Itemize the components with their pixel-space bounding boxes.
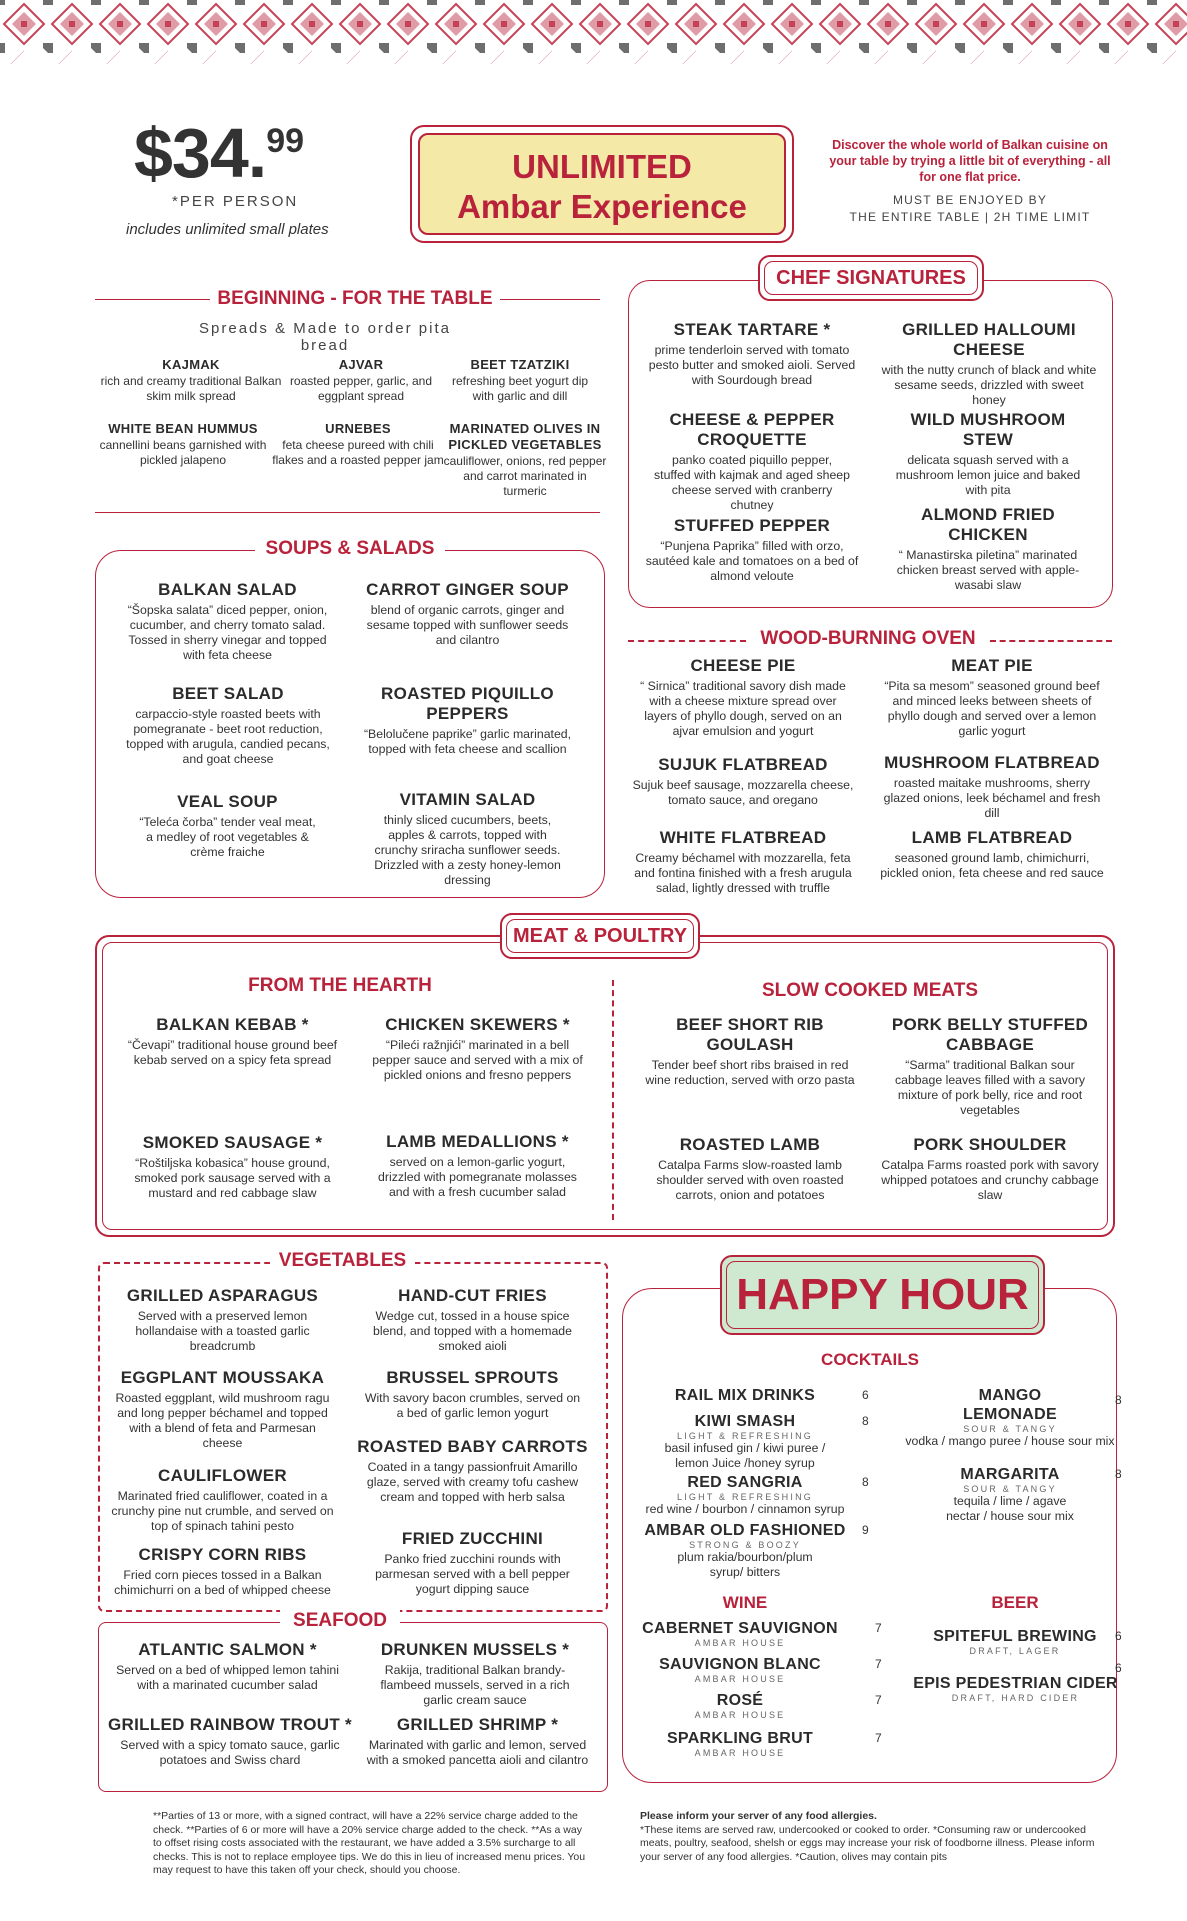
section-title-vegetables: VEGETABLES — [278, 1250, 407, 1271]
subsection-title-beer: BEER — [991, 1593, 1039, 1612]
subsection-title-wine: WINE — [722, 1593, 768, 1612]
price-cents: 99 — [266, 122, 305, 160]
item-name: ROASTED PIQUILLO PEPPERS — [381, 684, 554, 723]
menu-item — [370, 1132, 585, 1200]
drink-item — [650, 1386, 840, 1405]
drink-tag: LIGHT & REFRESHING — [677, 1431, 813, 1441]
item-desc: “Teleća čorba” tender veal meat, a medley of root vegetables & crème fraiche — [139, 815, 316, 859]
item-desc: seasoned ground lamb, chimichurri, pickled onion, feta cheese and red sauce — [880, 851, 1104, 880]
divider — [990, 640, 1112, 642]
price — [134, 114, 305, 192]
item-desc: Creamy béchamel with mozzarella, feta and fontina finished with a fresh arugula salad, lightly dressed with truffle — [634, 851, 852, 895]
wine-price: 7 — [875, 1621, 882, 1635]
wine-price: 7 — [875, 1693, 882, 1707]
footer-service-note: **Parties of 13 or more, with a signed contract, will have a 22% service charge added to the check. **Parties of 6 or more will have a 20% service charge added to the check. **As a way to offset rising costs associated with the restaurant, we have added a 3.5% surcharge to all checks. This is not to replace employee tips. We do this in lieu of increased menu prices. You may request to have this taken off your check, should you choose. — [153, 1810, 586, 1876]
item-desc: panko coated piquillo pepper, stuffed with kajmak and aged sheep cheese served with cranberry chutney — [654, 453, 850, 512]
beer-price: 6 — [1115, 1629, 1122, 1643]
section-title-happy-hour: HAPPY HOUR — [726, 1261, 1039, 1329]
table-requirement — [840, 192, 1100, 226]
item-desc: refreshing beet yogurt dip with garlic and dill — [451, 374, 589, 403]
item-name: ROASTED LAMB — [679, 1135, 821, 1154]
drink-item — [650, 1412, 840, 1471]
title-box — [410, 125, 794, 243]
drink-desc: plum rakia/bourbon/plum syrup/ bitters — [677, 1550, 813, 1579]
item-name: BRUSSEL SPROUTS — [386, 1368, 559, 1387]
item-desc: Served on a bed of whipped lemon tahini with a marinated cucumber salad — [116, 1663, 339, 1692]
menu-item — [360, 1286, 585, 1354]
item-name: CHICKEN SKEWERS * — [385, 1015, 570, 1034]
item-name: LAMB MEDALLIONS * — [386, 1132, 569, 1151]
wine-item — [630, 1619, 850, 1648]
drink-tag: SOUR & TANGY — [963, 1484, 1057, 1494]
menu-item — [110, 1466, 335, 1534]
menu-item — [642, 516, 862, 584]
menu-item — [110, 1368, 335, 1451]
item-name: BALKAN SALAD — [158, 580, 297, 599]
drink-desc: red wine / bourbon / cinnamon syrup — [645, 1502, 845, 1516]
beer-tag: DRAFT, HARD CIDER — [951, 1693, 1080, 1703]
drink-name: KIWI SMASH — [694, 1413, 796, 1430]
divider — [95, 512, 600, 513]
item-desc: prime tenderloin served with tomato pesto butter and smoked aioli. Served with Sourdough bread — [648, 343, 856, 387]
price-dollars: $34. — [134, 114, 267, 192]
menu-item — [365, 1640, 585, 1708]
must-line-1: MUST BE ENJOYED BY — [892, 193, 1048, 207]
meat-poultry-header — [500, 913, 700, 959]
item-name: DRUNKEN MUSSELS * — [380, 1640, 570, 1659]
wine-item — [630, 1729, 850, 1758]
drink-tag: LIGHT & REFRESHING — [677, 1492, 813, 1502]
drink-item — [900, 1386, 1120, 1449]
wine-name: CABERNET SAUVIGNON — [642, 1620, 838, 1637]
item-name: VEAL SOUP — [177, 792, 278, 811]
title-line-2: Ambar Experience — [457, 188, 747, 225]
menu-item — [877, 828, 1107, 881]
wine-name: SPARKLING BRUT — [666, 1730, 814, 1747]
menu-item — [110, 1286, 335, 1354]
drink-desc: basil infused gin / kiwi puree / lemon Juice /honey syrup — [664, 1441, 826, 1470]
item-desc: cauliflower, onions, red pepper and carrot marinated in turmeric — [443, 454, 607, 498]
menu-item — [125, 580, 330, 663]
item-desc: Catalpa Farms slow-roasted lamb shoulder served with oven roasted carrots, onion and potatoes — [656, 1158, 844, 1202]
wine-tag: AMBAR HOUSE — [694, 1710, 786, 1720]
divider — [612, 980, 614, 1220]
item-desc: Coated in a tangy passionfruit Amarillo glaze, served with creamy tofu cashew cream and topped with herb salsa — [366, 1460, 579, 1504]
item-name: MUSHROOM FLATBREAD — [884, 753, 1100, 772]
menu-item — [98, 357, 284, 404]
item-name: BALKAN KEBAB * — [156, 1015, 309, 1034]
menu-item — [628, 755, 858, 808]
menu-item — [125, 1015, 340, 1068]
menu-item — [360, 1368, 585, 1421]
divider — [628, 640, 746, 642]
per-person-label: *PER PERSON — [172, 193, 299, 210]
beer-price: 6 — [1115, 1661, 1122, 1675]
menu-item — [355, 1437, 590, 1505]
item-desc: “Pileći ražnjići” marinated in a bell pepper sauce and served with a mix of pickled onions and fresno peppers — [372, 1038, 583, 1082]
menu-item — [442, 421, 608, 499]
wine-item — [630, 1691, 850, 1720]
item-name: WILD MUSHROOM STEW — [910, 410, 1066, 449]
wine-tag: AMBAR HOUSE — [694, 1748, 786, 1758]
drink-name: MARGARITA — [960, 1466, 1060, 1483]
item-name: CAULIFLOWER — [158, 1466, 287, 1485]
drink-name: RED SANGRIA — [687, 1474, 803, 1491]
item-name: HAND-CUT FRIES — [398, 1286, 547, 1305]
subsection-title-cocktails: COCKTAILS — [821, 1350, 919, 1369]
drink-price: 9 — [862, 1523, 869, 1537]
item-desc: Panko fried zucchini rounds with parmesan served with a bell pepper yogurt dipping sauce — [375, 1552, 570, 1596]
item-name: ROASTED BABY CARROTS — [357, 1437, 588, 1456]
item-desc: feta cheese pureed with chili flakes and a roasted pepper jam — [272, 438, 444, 467]
item-desc: “Belolučene paprike” garlic marinated, topped with feta cheese and scallion — [363, 727, 572, 756]
menu-item — [882, 656, 1102, 739]
drink-name: MANGO LEMONADE — [963, 1387, 1057, 1423]
item-name: MARINATED OLIVES IN PICKLED VEGETABLES — [448, 421, 602, 452]
happy-hour-header — [720, 1255, 1045, 1335]
wine-price: 7 — [875, 1657, 882, 1671]
beginning-subtitle: Spreads & Made to order pita bread — [199, 320, 451, 354]
wine-price: 7 — [875, 1731, 882, 1745]
item-name: STUFFED PEPPER — [673, 516, 831, 535]
item-name: URNEBES — [325, 421, 391, 436]
beer-name: SPITEFUL BREWING — [933, 1628, 1097, 1645]
item-name: CHEESE PIE — [690, 656, 796, 675]
menu-item — [118, 684, 338, 767]
menu-item — [640, 1015, 860, 1088]
item-name: GRILLED RAINBOW TROUT * — [108, 1715, 352, 1734]
drink-price: 6 — [862, 1388, 869, 1402]
item-name: AJVAR — [338, 357, 384, 372]
wine-name: SAUVIGNON BLANC — [659, 1656, 821, 1673]
drink-tag: SOUR & TANGY — [963, 1424, 1057, 1434]
item-desc: Roasted eggplant, wild mushroom ragu and long pepper béchamel and topped with a blend of feta and Parmesan cheese — [115, 1391, 330, 1450]
item-name: ATLANTIC SALMON * — [138, 1640, 317, 1659]
menu-item — [88, 421, 278, 468]
item-name: CRISPY CORN RIBS — [138, 1545, 307, 1564]
item-desc: “Punjena Paprika” filled with orzo, sautéed kale and tomatoes on a bed of almond veloute — [645, 539, 859, 583]
embroidery-pattern-banner — [0, 0, 1187, 95]
includes-note: includes unlimited small plates — [126, 221, 329, 238]
item-desc: With savory bacon crumbles, served on a bed of garlic lemon yogurt — [364, 1391, 581, 1420]
menu-item — [652, 410, 852, 513]
menu-item — [893, 505, 1083, 593]
item-name: SUJUK FLATBREAD — [658, 755, 828, 774]
menu-item — [640, 1135, 860, 1203]
allergy-heading: Please inform your server of any food allergies. — [640, 1810, 877, 1822]
item-name: WHITE BEAN HUMMUS — [108, 421, 258, 436]
discover-text: Discover the whole world of Balkan cuisine on your table by trying a little bit of everything - all for one flat price. — [829, 138, 1111, 184]
drink-desc: tequila / lime / agave nectar / house sour mix — [946, 1494, 1074, 1523]
item-name: KAJMAK — [162, 357, 220, 372]
item-desc: “ Sirnica” traditional savory dish made with a cheese mixture spread over layers of phyllo dough, served on an ajvar emulsion and yogurt — [640, 679, 846, 738]
item-desc: Marinated with garlic and lemon, served with a smoked pancetta aioli and cilantro — [366, 1738, 589, 1767]
wine-tag: AMBAR HOUSE — [694, 1638, 786, 1648]
menu-item — [360, 580, 575, 648]
item-desc: “Roštiljska kobasica” house ground, smoked pork sausage served with a mustard and red cabbage slaw — [134, 1156, 331, 1200]
drink-price: 8 — [1115, 1467, 1122, 1481]
menu-item — [365, 1715, 590, 1768]
item-name: CHEESE & PEPPER CROQUETTE — [669, 410, 835, 449]
divider — [95, 299, 210, 300]
section-title-oven: WOOD-BURNING OVEN — [760, 628, 976, 649]
menu-item — [888, 410, 1088, 498]
menu-item — [877, 753, 1107, 821]
menu-item — [110, 1640, 345, 1693]
wine-item — [630, 1655, 850, 1684]
section-title-meat: MEAT & POULTRY — [506, 919, 694, 953]
item-name: PORK SHOULDER — [913, 1135, 1067, 1154]
item-desc: cannellini beans garnished with pickled jalapeno — [99, 438, 267, 467]
item-desc: Catalpa Farms roasted pork with savory whipped potatoes and crunchy cabbage slaw — [881, 1158, 1099, 1202]
item-name: STEAK TARTARE * — [673, 320, 831, 339]
item-desc: Rakija, traditional Balkan brandy-flambeed mussels, served in a rich garlic cream sauce — [380, 1663, 570, 1707]
item-desc: “Pita sa mesom” seasoned ground beef and minced leeks between sheets of phyllo dough and served over a lemon garlic yogurt — [884, 679, 1100, 738]
item-desc: with the nutty crunch of black and white sesame seeds, drizzled with sweet honey — [881, 363, 1097, 407]
allergy-text: *These items are served raw, undercooked or cooked to order. *Consuming raw or undercooked meats, poultry, seafood, shelsh or eggs may increase your risk of foodborne illness. Please inform your server of any food allergies. *Caution, olives may contain pits — [640, 1823, 1095, 1863]
item-name: GRILLED SHRIMP * — [396, 1715, 559, 1734]
menu-item — [440, 357, 600, 404]
divider — [500, 299, 600, 300]
beer-name: EPIS PEDESTRIAN CIDER — [913, 1675, 1118, 1692]
drink-item — [640, 1473, 850, 1517]
menu-item — [125, 1133, 340, 1201]
menu-item — [105, 1715, 355, 1768]
menu-item — [105, 1545, 340, 1598]
item-desc: “Sarma” traditional Balkan sour cabbage leaves filled with a savory mixture of pork belly, rice and root vegetables — [894, 1058, 1086, 1117]
menu-item — [880, 1135, 1100, 1203]
item-desc: “Šopska salata” diced pepper, onion, cucumber, and cherry tomato salad. Tossed in sherry vinegar and topped with feta cheese — [127, 603, 328, 662]
menu-item — [642, 320, 862, 388]
chef-signatures-header — [758, 255, 984, 301]
menu-item — [633, 656, 853, 739]
item-desc: roasted maitake mushrooms, sherry glazed onions, leek béchamel and fresh dill — [883, 776, 1101, 820]
menu-item — [360, 1529, 585, 1597]
menu-item — [270, 421, 446, 468]
item-desc: “Čevapi” traditional house ground beef kebab served on a spicy feta spread — [127, 1038, 338, 1067]
drink-desc: vodka / mango puree / house sour mix — [905, 1434, 1115, 1448]
item-desc: Sujuk beef sausage, mozzarella cheese, tomato sauce, and oregano — [632, 778, 854, 807]
menu-item — [360, 684, 575, 757]
section-title-seafood: SEAFOOD — [293, 1610, 387, 1631]
item-name: BEET TZATZIKI — [470, 357, 570, 372]
section-title-chef: CHEF SIGNATURES — [764, 261, 978, 295]
drink-item — [640, 1521, 850, 1580]
menu-item — [135, 792, 320, 860]
item-name: EGGPLANT MOUSSAKA — [120, 1368, 325, 1387]
must-line-2: THE ENTIRE TABLE | 2H TIME LIMIT — [849, 210, 1091, 224]
drink-item — [905, 1465, 1115, 1524]
item-name: LAMB FLATBREAD — [911, 828, 1073, 847]
menu-item — [880, 1015, 1100, 1118]
wine-tag: AMBAR HOUSE — [694, 1674, 786, 1684]
subsection-title-slow: SLOW COOKED MEATS — [761, 980, 979, 1001]
footer-allergy-note — [640, 1810, 1110, 1864]
beer-item — [898, 1674, 1133, 1703]
item-desc: Tender beef short ribs braised in red wine reduction, served with orzo pasta — [645, 1058, 855, 1087]
beer-tag: DRAFT, LAGER — [969, 1646, 1061, 1656]
item-name: BEET SALAD — [172, 684, 284, 703]
menu-item — [370, 1015, 585, 1083]
item-desc: Wedge cut, tossed in a house spice blend, and topped with a homemade smoked aioli — [373, 1309, 572, 1353]
item-name: FRIED ZUCCHINI — [401, 1529, 544, 1548]
item-name: PORK BELLY STUFFED CABBAGE — [891, 1015, 1089, 1054]
menu-item — [276, 357, 446, 404]
item-desc: carpaccio-style roasted beets with pomegranate - beet root reduction, topped with arugula, candied pecans, and goat cheese — [126, 707, 330, 766]
section-title-beginning: BEGINNING - FOR THE TABLE — [217, 288, 493, 309]
section-title-soups: SOUPS & SALADS — [265, 538, 435, 559]
drink-price: 8 — [862, 1475, 869, 1489]
item-name: ALMOND FRIED CHICKEN — [921, 505, 1055, 544]
item-name: CARROT GINGER SOUP — [366, 580, 569, 599]
item-desc: blend of organic carrots, ginger and sesame topped with sunflower seeds and cilantro — [366, 603, 569, 647]
item-desc: thinly sliced cucumbers, beets, apples & carrots, topped with crunchy sriracha sunflower seeds. Drizzled with a zesty honey-lemon dressing — [374, 813, 561, 887]
item-name: SMOKED SAUSAGE * — [142, 1133, 323, 1152]
drink-price: 8 — [1115, 1393, 1122, 1407]
item-desc: Marinated fried cauliflower, coated in a crunchy pine nut crumble, and served on top of spinach tahini pesto — [111, 1489, 334, 1533]
menu-item — [878, 320, 1100, 408]
item-name: VITAMIN SALAD — [399, 790, 536, 809]
item-desc: Fried corn pieces tossed in a Balkan chimichurri on a bed of whipped cheese — [114, 1568, 331, 1597]
item-desc: delicata squash served with a mushroom lemon juice and baked with pita — [895, 453, 1081, 497]
drink-tag: STRONG & BOOZY — [689, 1540, 801, 1550]
beer-item — [905, 1627, 1125, 1656]
item-desc: rich and creamy traditional Balkan skim milk spread — [100, 374, 282, 403]
item-name: GRILLED HALLOUMI CHEESE — [902, 320, 1076, 359]
item-desc: served on a lemon-garlic yogurt, drizzled with pomegranate molasses and with a fresh cucumber salad — [378, 1155, 577, 1199]
item-name: GRILLED ASPARAGUS — [126, 1286, 319, 1305]
wine-name: ROSÉ — [716, 1692, 764, 1709]
drink-price: 8 — [862, 1414, 869, 1428]
item-desc: roasted pepper, garlic, and eggplant spread — [289, 374, 433, 403]
title-line-1: UNLIMITED — [512, 148, 692, 185]
drink-name: AMBAR OLD FASHIONED — [644, 1522, 846, 1539]
item-name: WHITE FLATBREAD — [659, 828, 827, 847]
subsection-title-hearth: FROM THE HEARTH — [248, 975, 432, 996]
menu-item — [370, 790, 565, 888]
item-name: MEAT PIE — [951, 656, 1033, 675]
item-desc: Served with a preserved lemon hollandaise with a toasted garlic breadcrumb — [135, 1309, 310, 1353]
item-desc: Served with a spicy tomato sauce, garlic potatoes and Swiss chard — [120, 1738, 340, 1767]
item-name: BEEF SHORT RIB GOULASH — [676, 1015, 824, 1054]
item-desc: “ Manastirska piletina” marinated chicken breast served with apple-wasabi slaw — [896, 548, 1080, 592]
drink-name: RAIL MIX DRINKS — [674, 1387, 816, 1404]
menu-item — [628, 828, 858, 896]
